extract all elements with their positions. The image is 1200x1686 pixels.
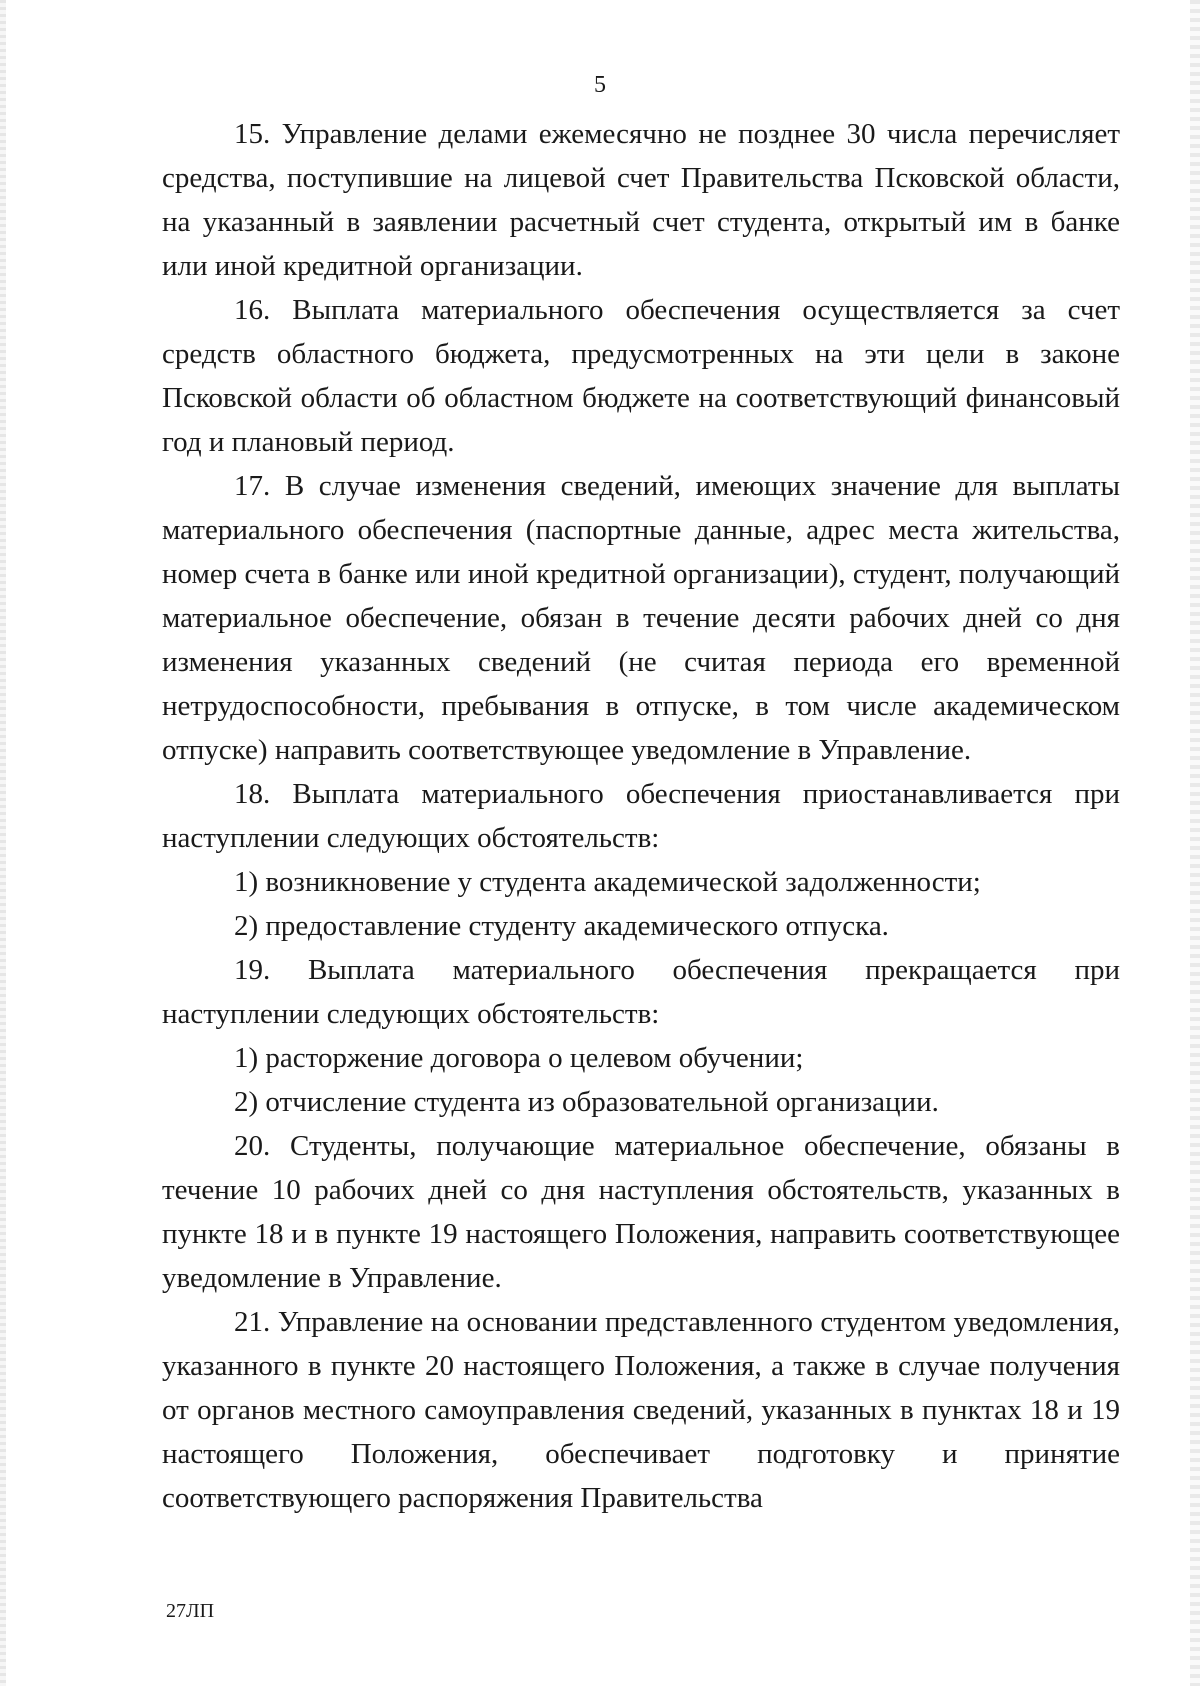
paragraph-18-item-1: 1) возникновение у студента академической задолженности; [234, 866, 981, 898]
paragraph-19: 19. Выплата материального обеспечения прекращается при наступлении следующих обстоятельств: [162, 954, 1120, 1030]
paragraph-20: 20. Студенты, получающие материальное обеспечение, обязаны в течение 10 рабочих дней со дня наступления обстоятельств, указанных в пункте 18 и в пункте 19 настоящего Положения, направить соответствующее уведомление в Управление. [162, 1130, 1120, 1294]
paragraph-18: 18. Выплата материального обеспечения приостанавливается при наступлении следующих обстоятельств: [162, 778, 1120, 854]
paragraph-19-item-1: 1) расторжение договора о целевом обучении; [234, 1042, 804, 1074]
paragraph-15: 15. Управление делами ежемесячно не позднее 30 числа перечисляет средства, поступившие на лицевой счет Правительства Псковской области, на указанный в заявлении расчетный счет студента, открытый им в банке или иной кредитной организации. [162, 118, 1120, 282]
page-number: 5 [594, 72, 606, 98]
scan-edge-left [0, 0, 6, 1686]
paragraph-21: 21. Управление на основании представленного студентом уведомления, указанного в пункте 20 настоящего Положения, а также в случае получения от органов местного самоуправления сведений, указанных в пунктах 18 и 19 настоящего Положения, обеспечивает подготовку и принятие соответствующего распоряжения Правительства [162, 1306, 1120, 1514]
paragraph-17: 17. В случае изменения сведений, имеющих значение для выплаты материального обеспечения (паспортные данные, адрес места жительства, номер счета в банке или иной кредитной организации), студент, получающий материальное обеспечение, обязан в течение десяти рабочих дней со дня изменения указанных сведений (не считая периода его временной нетрудоспособности, пребывания в отпуске, в том числе академическом отпуске) направить соответствующее уведомление в Управление. [162, 470, 1120, 766]
paragraph-19-item-2: 2) отчисление студента из образовательной организации. [234, 1086, 939, 1118]
paragraph-18-item-2: 2) предоставление студенту академического отпуска. [234, 910, 889, 942]
document-body [162, 112, 1120, 1520]
document-code: 27ЛП [166, 1600, 215, 1622]
scan-edge-right [1190, 0, 1200, 1686]
paragraph-16: 16. Выплата материального обеспечения осуществляется за счет средств областного бюджета, предусмотренных на эти цели в законе Псковской области об областном бюджете на соответствующий финансовый год и плановый период. [162, 294, 1120, 458]
